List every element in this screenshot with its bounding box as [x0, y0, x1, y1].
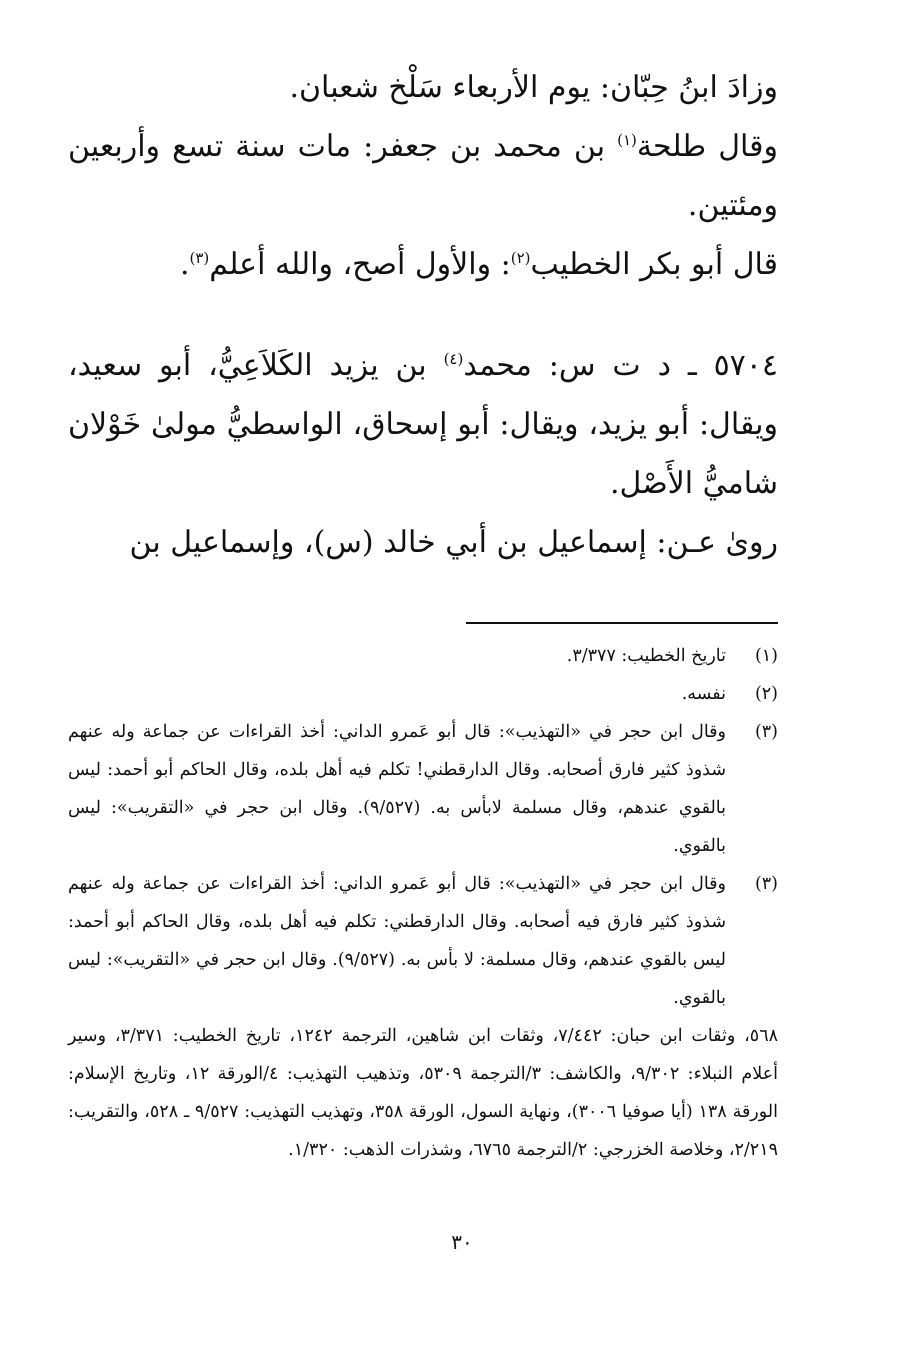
footnote-item	[68, 713, 778, 865]
footnote-number: (٣)	[754, 874, 778, 894]
references-text: ٥٦٨، وثقات ابن حبان: ٧/٤٤٢، وثقات ابن شاهين، الترجمة ١٢٤٢، تاريخ الخطيب: ٣/٣٧١، وسير أعلام النبلاء: ٩/٣٠٢، والكاشف: ٣/الترجمة ٥٣٠٩، وتذهيب التهذيب: ٤/الورقة ١٢، وتاريخ الإسلام: الورقة ١٣٨ (أيا صوفيا ٣٠٠٦)، ونهاية السول، الورقة ٣٥٨، وتهذيب التهذيب: ٩/٥٢٧ ـ ٥٢٨، والتقريب: ٢/٢١٩، وخلاصة الخزرجي: ٢/الترجمة ٦٧٦٥، وشذرات الذهب: ١/٣٢٠.	[68, 1026, 778, 1160]
p4-text-a: ٥٧٠٤ ـ د ت س: محمد	[463, 348, 779, 383]
page-number: ٣٠	[451, 1230, 473, 1254]
footnote-ref-1[interactable]: (١)	[617, 131, 637, 149]
p3-text-b: : والأول أصح، والله أعلم	[209, 247, 511, 282]
footnotes	[68, 637, 778, 1169]
p3-text-a: قال أبو بكر الخطيب	[530, 247, 778, 282]
p2-text-a: وقال طلحة	[636, 129, 778, 164]
footnote-ref-3[interactable]: (٣)	[189, 249, 210, 267]
footnote-item	[68, 865, 778, 1017]
footnote-ref-2[interactable]: (٢)	[510, 249, 531, 267]
references-block	[68, 1017, 778, 1169]
footnote-number: (٣)	[754, 722, 778, 742]
footnote-number: (١)	[754, 646, 778, 666]
main-text	[68, 58, 778, 572]
footnote-separator	[466, 622, 778, 624]
footnote-ref-4[interactable]: (٤)	[443, 350, 464, 368]
paragraph-5: روىٰ عـن: إسماعيل بن أبي خالد (س)، وإسماعيل بن	[129, 525, 778, 560]
footnote-number: (٢)	[754, 684, 778, 704]
footnote-text: تاريخ الخطيب: ٣/٣٧٧.	[566, 646, 726, 666]
p2-text-b: بن محمد بن جعفر: مات سنة تسع وأربعين ومئتين.	[68, 129, 778, 223]
paragraph-4	[68, 336, 778, 513]
paragraph-1: وزادَ ابنُ حِبّان: يوم الأربعاء سَلْخ شعبان.	[289, 70, 778, 105]
footnote-text: وقال ابن حجر في «التهذيب»: قال أبو عَمرو الداني: أخذ القراءات عن جماعة وله عنهم شذوذ كثير فارق أصحابه. وقال الدارقطني! تكلم فيه أهل بلده، وقال الحاكم أبو أحمد: ليس بالقوي عندهم، وقال مسلمة لابأس به. (٩/٥٢٧). وقال ابن حجر في «التقريب»: ليس بالقوي.	[68, 722, 726, 856]
p3-text-c: .	[179, 247, 190, 282]
footnote-text: نفسه.	[681, 684, 726, 704]
p4-text-b: بن يزيد الكَلاَعِيُّ، أبو سعيد، ويقال: أبو يزيد، ويقال: أبو إسحاق، الواسطيُّ مولىٰ خَوْلان شاميُّ الأَصْل.	[68, 348, 778, 501]
paragraph-gap	[68, 294, 778, 336]
footnote-item	[68, 637, 778, 675]
footnote-item	[68, 675, 778, 713]
paragraph-2	[68, 117, 778, 235]
footnote-text: وقال ابن حجر في «التهذيب»: قال أبو عَمرو الداني: أخذ القراءات عن جماعة وله عنهم شذوذ كثير فارق فيه أصحابه. وقال الدارقطني: تكلم فيه أهل بلده، وقال الحاكم أبو أحمد: ليس بالقوي عندهم، وقال مسلمة: لا بأس به. (٩/٥٢٧). وقال ابن حجر في «التقريب»: ليس بالقوي.	[68, 874, 726, 1008]
paragraph-3	[68, 235, 778, 294]
